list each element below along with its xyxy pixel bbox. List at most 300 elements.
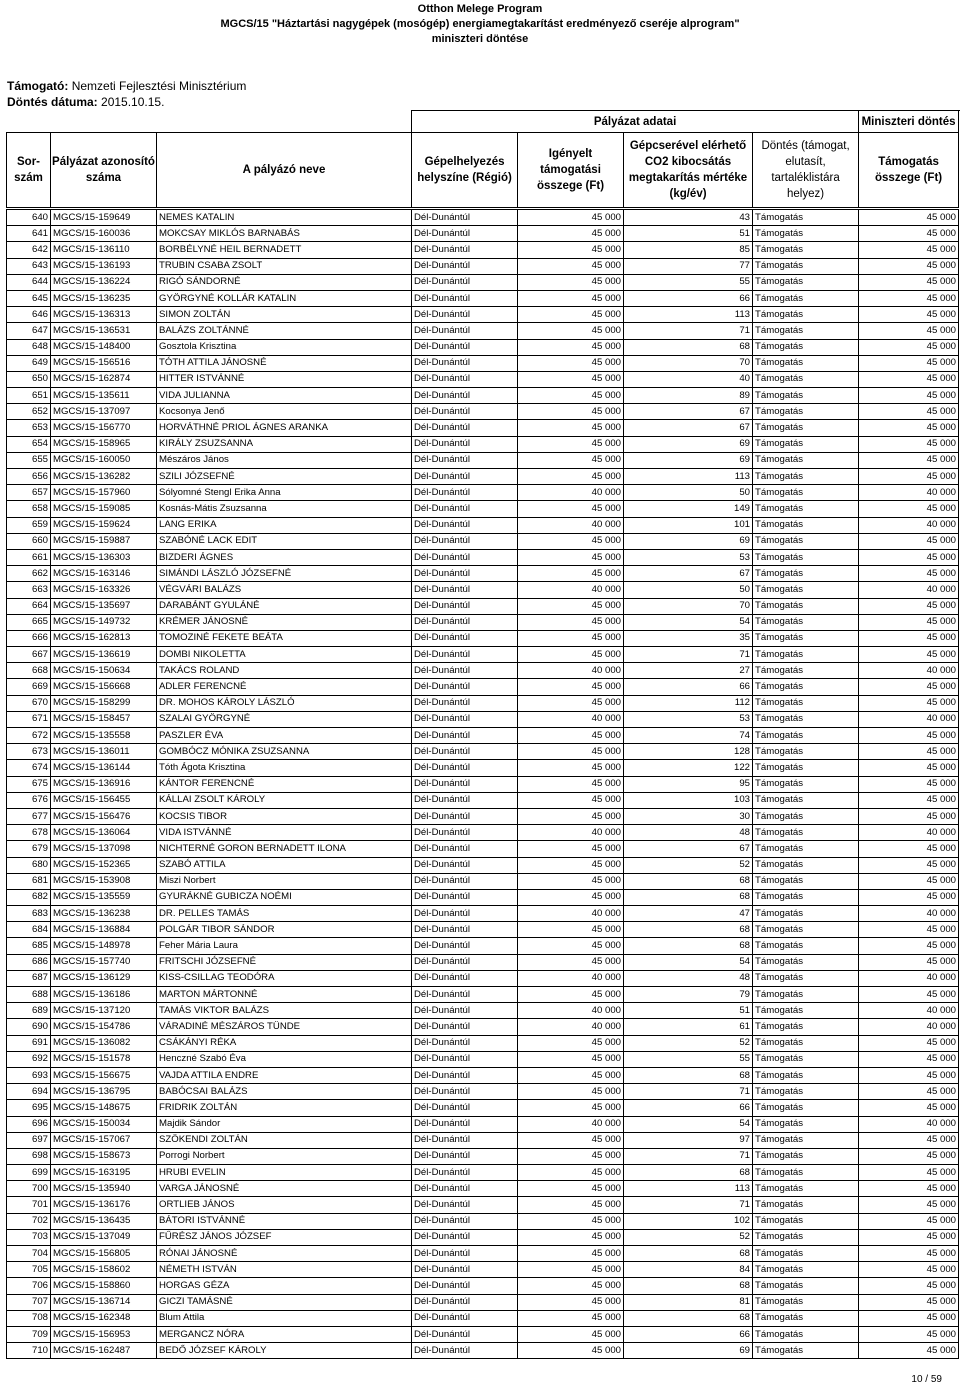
row-nev: NÉMETH ISTVÁN bbox=[157, 1262, 412, 1278]
table-row bbox=[7, 1003, 959, 1019]
row-sorszam: 695 bbox=[7, 1100, 51, 1116]
row-igenyelt: 45 000 bbox=[518, 695, 624, 711]
row-azonosito: MGCS/15-159649 bbox=[51, 210, 157, 226]
row-igenyelt: 45 000 bbox=[518, 873, 624, 889]
row-co2: 70 bbox=[624, 355, 753, 371]
row-co2: 35 bbox=[624, 630, 753, 646]
table-row bbox=[7, 307, 959, 323]
row-azonosito: MGCS/15-136282 bbox=[51, 469, 157, 485]
row-azonosito: MGCS/15-136313 bbox=[51, 307, 157, 323]
row-dontes: Támogatás bbox=[753, 549, 859, 565]
row-nev: VÉGVÁRI BALÁZS bbox=[157, 582, 412, 598]
row-azonosito: MGCS/15-136619 bbox=[51, 647, 157, 663]
row-tamogatas: 40 000 bbox=[859, 825, 959, 841]
table-row bbox=[7, 1213, 959, 1229]
row-region: Dél-Dunántúl bbox=[412, 323, 518, 339]
row-nev: ORTLIEB JÁNOS bbox=[157, 1197, 412, 1213]
row-igenyelt: 45 000 bbox=[518, 598, 624, 614]
row-sorszam: 666 bbox=[7, 630, 51, 646]
date-label: Döntés dátuma: bbox=[7, 95, 98, 109]
decision-title: miniszteri döntése bbox=[431, 33, 529, 45]
row-sorszam: 672 bbox=[7, 728, 51, 744]
row-nev: Kosnás-Mátis Zsuzsanna bbox=[157, 501, 412, 517]
row-dontes: Támogatás bbox=[753, 728, 859, 744]
table-row bbox=[7, 598, 959, 614]
row-co2: 27 bbox=[624, 663, 753, 679]
row-co2: 67 bbox=[624, 566, 753, 582]
row-dontes: Támogatás bbox=[753, 630, 859, 646]
row-nev: Kocsonya Jenő bbox=[157, 404, 412, 420]
row-dontes: Támogatás bbox=[753, 388, 859, 404]
col-dontes: Döntés (támogat, elutasít, tartaléklistára helyez) bbox=[753, 133, 859, 208]
row-tamogatas: 45 000 bbox=[859, 841, 959, 857]
row-tamogatas: 45 000 bbox=[859, 1100, 959, 1116]
row-dontes: Támogatás bbox=[753, 420, 859, 436]
row-azonosito: MGCS/15-156668 bbox=[51, 679, 157, 695]
row-sorszam: 645 bbox=[7, 290, 51, 306]
row-sorszam: 698 bbox=[7, 1148, 51, 1164]
row-region: Dél-Dunántúl bbox=[412, 258, 518, 274]
row-igenyelt: 45 000 bbox=[518, 307, 624, 323]
row-sorszam: 646 bbox=[7, 307, 51, 323]
row-nev: Blum Attila bbox=[157, 1310, 412, 1326]
row-sorszam: 641 bbox=[7, 226, 51, 242]
row-igenyelt: 45 000 bbox=[518, 1165, 624, 1181]
row-nev: TOMOZINÉ FEKETE BEÁTA bbox=[157, 630, 412, 646]
row-region: Dél-Dunántúl bbox=[412, 1165, 518, 1181]
row-co2: 68 bbox=[624, 889, 753, 905]
row-sorszam: 667 bbox=[7, 647, 51, 663]
row-tamogatas: 45 000 bbox=[859, 1326, 959, 1342]
row-co2: 149 bbox=[624, 501, 753, 517]
row-nev: TÓTH ATTILA JÁNOSNÉ bbox=[157, 355, 412, 371]
row-igenyelt: 40 000 bbox=[518, 1019, 624, 1035]
row-sorszam: 650 bbox=[7, 371, 51, 387]
row-nev: VIDA ISTVÁNNÉ bbox=[157, 825, 412, 841]
row-sorszam: 686 bbox=[7, 954, 51, 970]
table-row bbox=[7, 1310, 959, 1326]
row-azonosito: MGCS/15-163326 bbox=[51, 582, 157, 598]
row-co2: 102 bbox=[624, 1213, 753, 1229]
row-region: Dél-Dunántúl bbox=[412, 1310, 518, 1326]
row-dontes: Támogatás bbox=[753, 258, 859, 274]
row-sorszam: 640 bbox=[7, 210, 51, 226]
row-dontes: Támogatás bbox=[753, 242, 859, 258]
row-co2: 89 bbox=[624, 388, 753, 404]
row-azonosito: MGCS/15-136238 bbox=[51, 906, 157, 922]
row-region: Dél-Dunántúl bbox=[412, 1229, 518, 1245]
row-dontes: Támogatás bbox=[753, 776, 859, 792]
row-nev: SZALAI GYÖRGYNÉ bbox=[157, 711, 412, 727]
row-dontes: Támogatás bbox=[753, 987, 859, 1003]
row-region: Dél-Dunántúl bbox=[412, 1132, 518, 1148]
row-igenyelt: 45 000 bbox=[518, 323, 624, 339]
row-region: Dél-Dunántúl bbox=[412, 404, 518, 420]
row-azonosito: MGCS/15-136082 bbox=[51, 1035, 157, 1051]
row-tamogatas: 45 000 bbox=[859, 1067, 959, 1083]
row-region: Dél-Dunántúl bbox=[412, 1100, 518, 1116]
row-co2: 68 bbox=[624, 873, 753, 889]
row-tamogatas: 40 000 bbox=[859, 711, 959, 727]
row-nev: HITTER ISTVÁNNÉ bbox=[157, 371, 412, 387]
sponsor-value: Nemzeti Fejlesztési Minisztérium bbox=[71, 79, 247, 93]
row-co2: 85 bbox=[624, 242, 753, 258]
row-nev: BEDŐ JÓZSEF KÁROLY bbox=[157, 1343, 412, 1359]
table-row bbox=[7, 1084, 959, 1100]
row-region: Dél-Dunántúl bbox=[412, 1197, 518, 1213]
row-azonosito: MGCS/15-157067 bbox=[51, 1132, 157, 1148]
row-region: Dél-Dunántúl bbox=[412, 1035, 518, 1051]
row-igenyelt: 45 000 bbox=[518, 728, 624, 744]
row-sorszam: 676 bbox=[7, 792, 51, 808]
row-azonosito: MGCS/15-159085 bbox=[51, 501, 157, 517]
row-igenyelt: 45 000 bbox=[518, 744, 624, 760]
row-nev: Porrogi Norbert bbox=[157, 1148, 412, 1164]
row-region: Dél-Dunántúl bbox=[412, 517, 518, 533]
row-tamogatas: 45 000 bbox=[859, 679, 959, 695]
row-sorszam: 709 bbox=[7, 1326, 51, 1342]
row-tamogatas: 45 000 bbox=[859, 1229, 959, 1245]
row-azonosito: MGCS/15-162487 bbox=[51, 1343, 157, 1359]
row-tamogatas: 45 000 bbox=[859, 355, 959, 371]
row-region: Dél-Dunántúl bbox=[412, 1213, 518, 1229]
row-tamogatas: 45 000 bbox=[859, 533, 959, 549]
row-azonosito: MGCS/15-158299 bbox=[51, 695, 157, 711]
row-dontes: Támogatás bbox=[753, 501, 859, 517]
row-co2: 71 bbox=[624, 1084, 753, 1100]
row-azonosito: MGCS/15-156675 bbox=[51, 1067, 157, 1083]
row-region: Dél-Dunántúl bbox=[412, 825, 518, 841]
row-nev: FŰRÉSZ JÁNOS JÓZSEF bbox=[157, 1229, 412, 1245]
row-region: Dél-Dunántúl bbox=[412, 857, 518, 873]
row-sorszam: 688 bbox=[7, 987, 51, 1003]
row-region: Dél-Dunántúl bbox=[412, 1051, 518, 1067]
row-azonosito: MGCS/15-136884 bbox=[51, 922, 157, 938]
row-sorszam: 651 bbox=[7, 388, 51, 404]
table-row bbox=[7, 420, 959, 436]
row-co2: 122 bbox=[624, 760, 753, 776]
row-sorszam: 674 bbox=[7, 760, 51, 776]
row-nev: SIMON ZOLTÁN bbox=[157, 307, 412, 323]
row-tamogatas: 45 000 bbox=[859, 1310, 959, 1326]
row-igenyelt: 45 000 bbox=[518, 1262, 624, 1278]
row-region: Dél-Dunántúl bbox=[412, 533, 518, 549]
row-azonosito: MGCS/15-159624 bbox=[51, 517, 157, 533]
row-azonosito: MGCS/15-136795 bbox=[51, 1084, 157, 1100]
table-row bbox=[7, 679, 959, 695]
row-tamogatas: 45 000 bbox=[859, 371, 959, 387]
row-sorszam: 659 bbox=[7, 517, 51, 533]
row-azonosito: MGCS/15-136129 bbox=[51, 970, 157, 986]
row-region: Dél-Dunántúl bbox=[412, 744, 518, 760]
row-nev: GYÖRGYNÉ KOLLÁR KATALIN bbox=[157, 290, 412, 306]
row-co2: 71 bbox=[624, 323, 753, 339]
row-co2: 40 bbox=[624, 371, 753, 387]
table-row bbox=[7, 970, 959, 986]
row-region: Dél-Dunántúl bbox=[412, 1084, 518, 1100]
table-row bbox=[7, 1019, 959, 1035]
table-row bbox=[7, 792, 959, 808]
row-dontes: Támogatás bbox=[753, 307, 859, 323]
table-row bbox=[7, 841, 959, 857]
row-dontes: Támogatás bbox=[753, 371, 859, 387]
row-dontes: Támogatás bbox=[753, 1165, 859, 1181]
row-tamogatas: 45 000 bbox=[859, 258, 959, 274]
table-row bbox=[7, 274, 959, 290]
row-igenyelt: 45 000 bbox=[518, 889, 624, 905]
table-row bbox=[7, 549, 959, 565]
table-row bbox=[7, 1326, 959, 1342]
table-row bbox=[7, 582, 959, 598]
row-co2: 101 bbox=[624, 517, 753, 533]
row-region: Dél-Dunántúl bbox=[412, 987, 518, 1003]
row-nev: ADLER FERENCNÉ bbox=[157, 679, 412, 695]
row-nev: Miszi Norbert bbox=[157, 873, 412, 889]
row-sorszam: 657 bbox=[7, 485, 51, 501]
row-nev: FRIDRIK ZOLTÁN bbox=[157, 1100, 412, 1116]
col-sorszam: Sor-szám bbox=[7, 133, 51, 208]
row-sorszam: 700 bbox=[7, 1181, 51, 1197]
table-row bbox=[7, 355, 959, 371]
row-co2: 53 bbox=[624, 711, 753, 727]
row-sorszam: 696 bbox=[7, 1116, 51, 1132]
row-co2: 54 bbox=[624, 1116, 753, 1132]
row-co2: 66 bbox=[624, 290, 753, 306]
sponsor-label: Támogató: bbox=[7, 79, 69, 93]
row-igenyelt: 45 000 bbox=[518, 922, 624, 938]
table-row bbox=[7, 339, 959, 355]
row-sorszam: 668 bbox=[7, 663, 51, 679]
row-tamogatas: 45 000 bbox=[859, 728, 959, 744]
row-tamogatas: 40 000 bbox=[859, 970, 959, 986]
row-igenyelt: 45 000 bbox=[518, 388, 624, 404]
row-azonosito: MGCS/15-135940 bbox=[51, 1181, 157, 1197]
row-azonosito: MGCS/15-158673 bbox=[51, 1148, 157, 1164]
row-co2: 113 bbox=[624, 307, 753, 323]
row-tamogatas: 45 000 bbox=[859, 1246, 959, 1262]
row-co2: 97 bbox=[624, 1132, 753, 1148]
row-region: Dél-Dunántúl bbox=[412, 420, 518, 436]
row-region: Dél-Dunántúl bbox=[412, 469, 518, 485]
row-co2: 67 bbox=[624, 420, 753, 436]
row-tamogatas: 45 000 bbox=[859, 1148, 959, 1164]
row-sorszam: 693 bbox=[7, 1067, 51, 1083]
table-row bbox=[7, 744, 959, 760]
decision-table bbox=[6, 209, 959, 1359]
row-co2: 30 bbox=[624, 808, 753, 824]
row-nev: HRUBI EVELIN bbox=[157, 1165, 412, 1181]
row-nev: RIGÓ SÁNDORNÉ bbox=[157, 274, 412, 290]
col-region: Gépelhelyezés helyszíne (Régió) bbox=[412, 133, 518, 208]
row-sorszam: 652 bbox=[7, 404, 51, 420]
row-nev: KRÉMER JÁNOSNÉ bbox=[157, 614, 412, 630]
row-igenyelt: 40 000 bbox=[518, 663, 624, 679]
sponsor-line bbox=[7, 79, 246, 93]
row-co2: 71 bbox=[624, 1148, 753, 1164]
row-region: Dél-Dunántúl bbox=[412, 290, 518, 306]
row-tamogatas: 45 000 bbox=[859, 1165, 959, 1181]
row-tamogatas: 45 000 bbox=[859, 1132, 959, 1148]
table-row bbox=[7, 388, 959, 404]
row-co2: 81 bbox=[624, 1294, 753, 1310]
row-co2: 61 bbox=[624, 1019, 753, 1035]
row-region: Dél-Dunántúl bbox=[412, 1343, 518, 1359]
row-igenyelt: 45 000 bbox=[518, 1246, 624, 1262]
row-azonosito: MGCS/15-158860 bbox=[51, 1278, 157, 1294]
row-tamogatas: 45 000 bbox=[859, 242, 959, 258]
row-azonosito: MGCS/15-158965 bbox=[51, 436, 157, 452]
row-co2: 54 bbox=[624, 614, 753, 630]
row-sorszam: 682 bbox=[7, 889, 51, 905]
row-sorszam: 681 bbox=[7, 873, 51, 889]
row-co2: 52 bbox=[624, 1229, 753, 1245]
row-nev: KISS-CSILLAG TEODÓRA bbox=[157, 970, 412, 986]
row-azonosito: MGCS/15-136224 bbox=[51, 274, 157, 290]
row-igenyelt: 45 000 bbox=[518, 630, 624, 646]
row-igenyelt: 40 000 bbox=[518, 517, 624, 533]
row-region: Dél-Dunántúl bbox=[412, 371, 518, 387]
row-azonosito: MGCS/15-148675 bbox=[51, 1100, 157, 1116]
table-row bbox=[7, 566, 959, 582]
row-sorszam: 649 bbox=[7, 355, 51, 371]
row-tamogatas: 45 000 bbox=[859, 776, 959, 792]
row-azonosito: MGCS/15-137097 bbox=[51, 404, 157, 420]
row-azonosito: MGCS/15-153908 bbox=[51, 873, 157, 889]
row-dontes: Támogatás bbox=[753, 938, 859, 954]
col-igenyelt: Igényelt támogatási összege (Ft) bbox=[518, 133, 624, 208]
row-azonosito: MGCS/15-148978 bbox=[51, 938, 157, 954]
row-nev: VIDA JULIANNA bbox=[157, 388, 412, 404]
row-nev: GOMBÓCZ MÓNIKA ZSUZSANNA bbox=[157, 744, 412, 760]
row-region: Dél-Dunántúl bbox=[412, 922, 518, 938]
row-dontes: Támogatás bbox=[753, 1100, 859, 1116]
row-dontes: Támogatás bbox=[753, 485, 859, 501]
row-azonosito: MGCS/15-135558 bbox=[51, 728, 157, 744]
row-dontes: Támogatás bbox=[753, 760, 859, 776]
row-co2: 66 bbox=[624, 1100, 753, 1116]
row-sorszam: 677 bbox=[7, 808, 51, 824]
row-nev: NICHTERNÉ GORON BERNADETT ILONA bbox=[157, 841, 412, 857]
row-co2: 55 bbox=[624, 1051, 753, 1067]
row-dontes: Támogatás bbox=[753, 226, 859, 242]
row-nev: KÁLLAI ZSOLT KÁROLY bbox=[157, 792, 412, 808]
row-co2: 68 bbox=[624, 922, 753, 938]
row-nev: Mészáros János bbox=[157, 452, 412, 468]
row-dontes: Támogatás bbox=[753, 808, 859, 824]
row-co2: 68 bbox=[624, 339, 753, 355]
row-sorszam: 680 bbox=[7, 857, 51, 873]
row-dontes: Támogatás bbox=[753, 857, 859, 873]
row-igenyelt: 45 000 bbox=[518, 420, 624, 436]
row-igenyelt: 45 000 bbox=[518, 1148, 624, 1164]
row-sorszam: 685 bbox=[7, 938, 51, 954]
row-sorszam: 647 bbox=[7, 323, 51, 339]
row-sorszam: 691 bbox=[7, 1035, 51, 1051]
row-igenyelt: 45 000 bbox=[518, 1100, 624, 1116]
row-dontes: Támogatás bbox=[753, 1051, 859, 1067]
row-co2: 43 bbox=[624, 210, 753, 226]
table-row bbox=[7, 404, 959, 420]
table-row bbox=[7, 1294, 959, 1310]
row-tamogatas: 45 000 bbox=[859, 307, 959, 323]
table-row bbox=[7, 1100, 959, 1116]
table-row bbox=[7, 1181, 959, 1197]
table-row bbox=[7, 728, 959, 744]
row-igenyelt: 45 000 bbox=[518, 1310, 624, 1326]
row-azonosito: MGCS/15-156770 bbox=[51, 420, 157, 436]
row-nev: KOCSIS TIBOR bbox=[157, 808, 412, 824]
row-tamogatas: 40 000 bbox=[859, 582, 959, 598]
row-region: Dél-Dunántúl bbox=[412, 452, 518, 468]
row-igenyelt: 45 000 bbox=[518, 841, 624, 857]
row-nev: DARABÁNT GYULÁNÉ bbox=[157, 598, 412, 614]
table-row bbox=[7, 760, 959, 776]
row-sorszam: 673 bbox=[7, 744, 51, 760]
row-dontes: Támogatás bbox=[753, 922, 859, 938]
row-tamogatas: 45 000 bbox=[859, 469, 959, 485]
row-nev: Sólyomné Stengl Erika Anna bbox=[157, 485, 412, 501]
row-tamogatas: 45 000 bbox=[859, 549, 959, 565]
row-region: Dél-Dunántúl bbox=[412, 906, 518, 922]
table-row bbox=[7, 1116, 959, 1132]
row-dontes: Támogatás bbox=[753, 582, 859, 598]
row-dontes: Támogatás bbox=[753, 1003, 859, 1019]
row-co2: 48 bbox=[624, 970, 753, 986]
row-igenyelt: 45 000 bbox=[518, 1213, 624, 1229]
table-row bbox=[7, 258, 959, 274]
row-dontes: Támogatás bbox=[753, 566, 859, 582]
row-sorszam: 705 bbox=[7, 1262, 51, 1278]
row-dontes: Támogatás bbox=[753, 1019, 859, 1035]
table-row bbox=[7, 1262, 959, 1278]
row-dontes: Támogatás bbox=[753, 1148, 859, 1164]
row-igenyelt: 45 000 bbox=[518, 1326, 624, 1342]
row-tamogatas: 40 000 bbox=[859, 1003, 959, 1019]
table-row bbox=[7, 533, 959, 549]
row-sorszam: 704 bbox=[7, 1246, 51, 1262]
row-azonosito: MGCS/15-136064 bbox=[51, 825, 157, 841]
row-tamogatas: 45 000 bbox=[859, 210, 959, 226]
row-tamogatas: 45 000 bbox=[859, 873, 959, 889]
row-tamogatas: 45 000 bbox=[859, 404, 959, 420]
row-nev: GICZI TAMÁSNÉ bbox=[157, 1294, 412, 1310]
row-igenyelt: 40 000 bbox=[518, 711, 624, 727]
row-igenyelt: 45 000 bbox=[518, 776, 624, 792]
row-igenyelt: 45 000 bbox=[518, 938, 624, 954]
row-sorszam: 689 bbox=[7, 1003, 51, 1019]
row-tamogatas: 45 000 bbox=[859, 274, 959, 290]
row-region: Dél-Dunántúl bbox=[412, 630, 518, 646]
row-nev: BABÓCSAI BALÁZS bbox=[157, 1084, 412, 1100]
row-region: Dél-Dunántúl bbox=[412, 307, 518, 323]
row-azonosito: MGCS/15-136186 bbox=[51, 987, 157, 1003]
row-region: Dél-Dunántúl bbox=[412, 1262, 518, 1278]
row-igenyelt: 45 000 bbox=[518, 679, 624, 695]
row-region: Dél-Dunántúl bbox=[412, 889, 518, 905]
row-azonosito: MGCS/15-156476 bbox=[51, 808, 157, 824]
row-dontes: Támogatás bbox=[753, 970, 859, 986]
row-dontes: Támogatás bbox=[753, 290, 859, 306]
row-azonosito: MGCS/15-157740 bbox=[51, 954, 157, 970]
row-co2: 69 bbox=[624, 436, 753, 452]
row-dontes: Támogatás bbox=[753, 355, 859, 371]
row-dontes: Támogatás bbox=[753, 1035, 859, 1051]
row-region: Dél-Dunántúl bbox=[412, 1148, 518, 1164]
row-azonosito: MGCS/15-156953 bbox=[51, 1326, 157, 1342]
row-igenyelt: 40 000 bbox=[518, 906, 624, 922]
row-nev: KÁNTOR FERENCNÉ bbox=[157, 776, 412, 792]
table-row bbox=[7, 485, 959, 501]
